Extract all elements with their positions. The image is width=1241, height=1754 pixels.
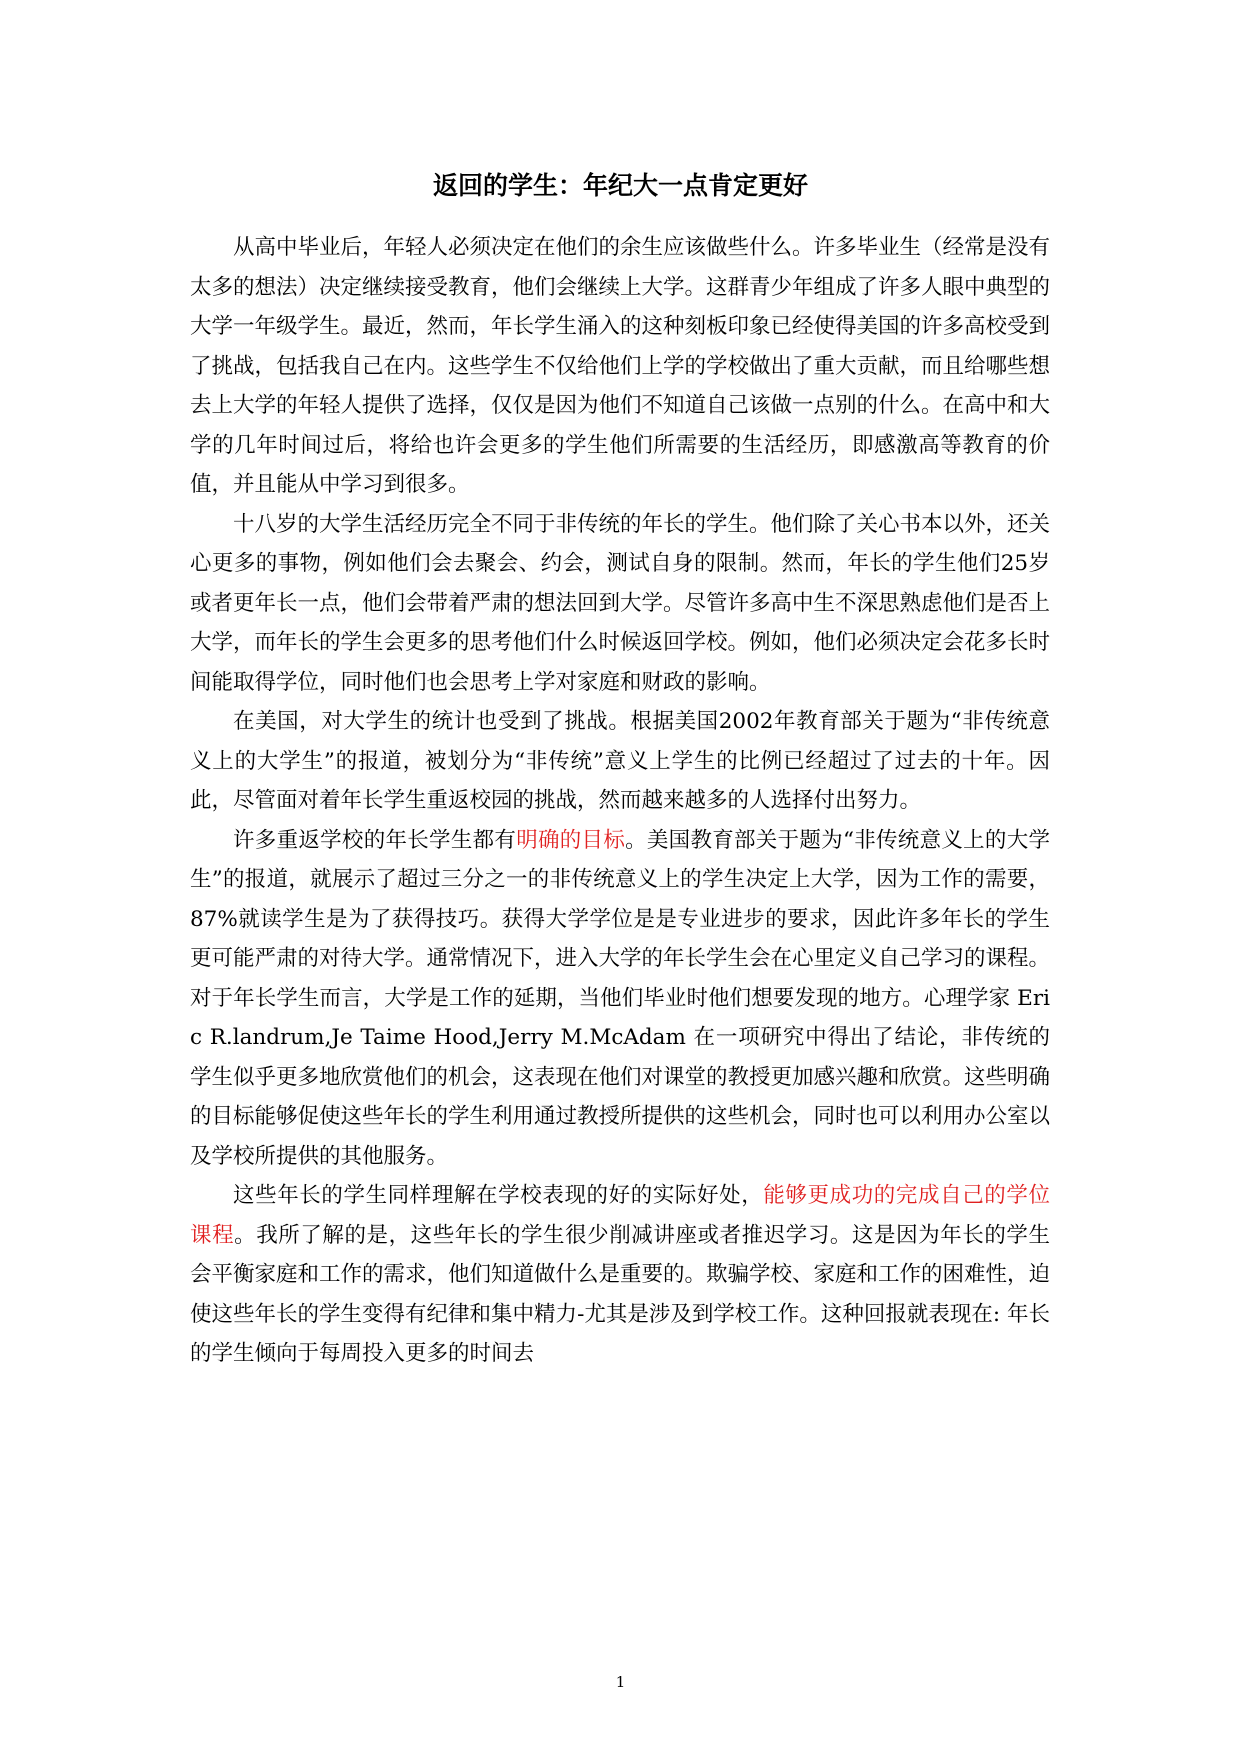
paragraph-4-text-start: 许多重返学校的年长学生都有 — [233, 827, 517, 853]
paragraph-1 — [190, 228, 1050, 505]
page-number: 1 — [615, 1673, 626, 1691]
paragraph-5-text-end: 。我所了解的是，这些年长的学生很少削减讲座或者推迟学习。这是因为年长的学生会平衡家庭和工作的需求，他们知道做什么是重要的。欺骗学校、家庭和工作的困难性，迫使这些年长的学生变得有纪律和集中精力-尤其是涉及到学校工作。这种回报就表现在: 年长的学生倾向于每周投入更多的时间去 — [190, 1222, 1051, 1366]
paragraph-5 — [190, 1176, 1050, 1374]
paragraph-4 — [190, 821, 1050, 1177]
paragraph-1-text: 从高中毕业后，年轻人必须决定在他们的余生应该做些什么。许多毕业生（经常是没有太多的想法）决定继续接受教育，他们会继续上大学。这群青少年组成了许多人眼中典型的大学一年级学生。最近，然而，年长学生涌入的这种刻板印象已经使得美国的许多高校受到了挑战，包括我自己在内。这些学生不仅给他们上学的学校做出了重大贡献，而且给哪些想去上大学的年轻人提供了选择，仅仅是因为他们不知道自己该做一点别的什么。在高中和大学的几年时间过后，将给也许会更多的学生他们所需要的生活经历，即感激高等教育的价值，并且能从中学习到很多。 — [190, 235, 1051, 497]
paragraph-4-highlight: 明确的目标 — [516, 827, 626, 853]
paragraph-2 — [190, 505, 1050, 703]
paragraph-3-text: 在美国，对大学生的统计也受到了挑战。根据美国2002年教育部关于题为“非传统意义上的大学生”的报道，被划分为“非传统”意义上学生的比例已经超过了过去的十年。因此，尽管面对着年长学生重返校园的挑战，然而越来越多的人选择付出努力。 — [190, 709, 1050, 813]
paragraph-3 — [190, 702, 1050, 821]
paragraph-5-text-start: 这些年长的学生同样理解在学校表现的好的实际好处， — [233, 1183, 764, 1208]
paragraph-5-highlight: 能够更成功的完成自己的学位课程 — [190, 1183, 1050, 1248]
document-title: 返回的学生：年纪大一点肯定更好 — [432, 171, 808, 200]
paragraph-2-text: 十八岁的大学生活经历完全不同于非传统的年长的学生。他们除了关心书本以外，还关心更多的事物，例如他们会去聚会、约会，测试自身的限制。然而，年长的学生他们25岁或者更年长一点，他们会带着严肃的想法回到大学。尽管许多高中生不深思熟虑他们是否上大学，而年长的学生会更多的思考他们什么时候返回学校。例如，他们必须决定会花多长时间能取得学位，同时他们也会思考上学对家庭和财政的影响。 — [190, 511, 1051, 695]
paragraph-4-text-end: 。美国教育部关于题为“非传统意义上的大学生”的报道，就展示了超过三分之一的非传统意义上的学生决定上大学，因为工作的需要，87%就读学生是为了获得技巧。获得大学学位是是专业进步的要求，因此许多年长的学生更可能严肃的对待大学。通常情况下，进入大学的年长学生会在心里定义自己学习的课程。对于年长学生而言，大学是工作的延期，当他们毕业时他们想要发现的地方。心理学家 Eric R.landrum,Je Taime Hood,Jerry M.McAdam 在一项研究中得出了结论，非传统的学生似乎更多地欣赏他们的机会，这表现在他们对课堂的教授更加感兴趣和欣赏。这些明确的目标能够促使这些年长的学生利用通过教授所提供的这些机会，同时也可以利用办公室以及学校所提供的其他服务。 — [190, 827, 1051, 1169]
document-body — [190, 228, 1050, 1374]
